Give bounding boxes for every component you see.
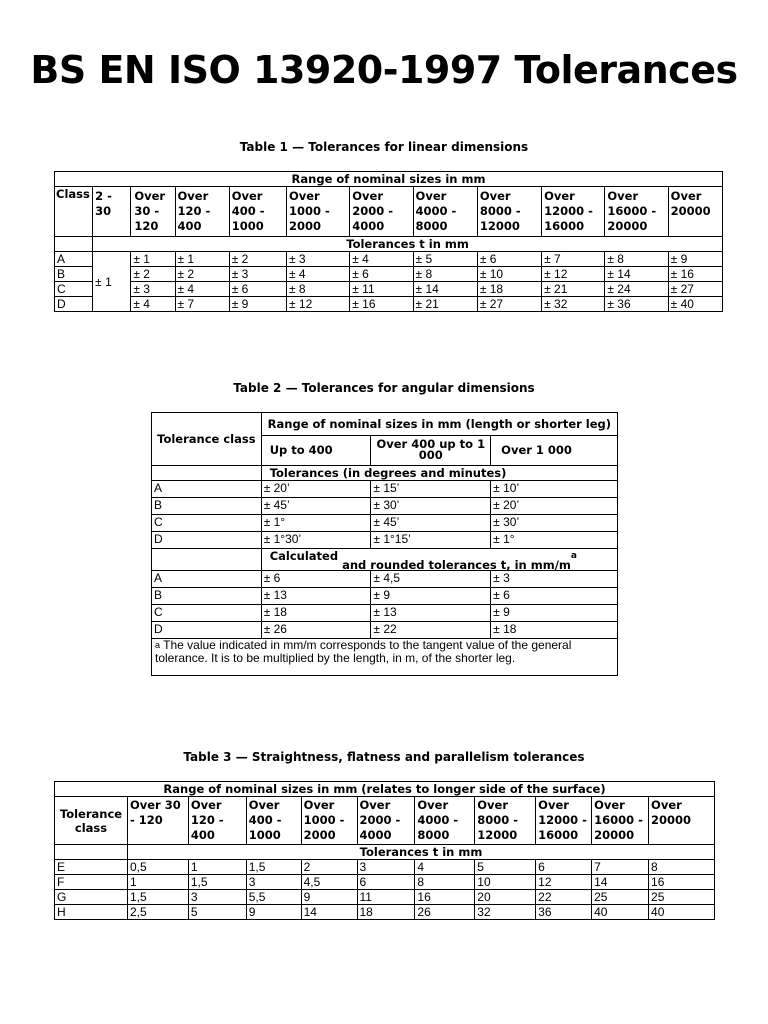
- table-cell: ± 40: [668, 297, 722, 312]
- table-cell: ± 4: [286, 267, 349, 282]
- table-row: [152, 622, 618, 639]
- table-cell: ± 6: [350, 267, 413, 282]
- table-row: [152, 571, 618, 588]
- table2-calc-header: [261, 549, 617, 571]
- table3-size-header: Over 400 - 1000: [246, 797, 301, 845]
- table-cell: ± 18: [491, 622, 618, 639]
- table-cell: 5,5: [246, 890, 301, 905]
- note-mark: a: [155, 640, 161, 650]
- table-row: [55, 297, 723, 312]
- table3-caption: Table 3 — Straightness, flatness and parallelism tolerances: [183, 750, 585, 764]
- table-cell: 2: [301, 860, 357, 875]
- row-class: B: [152, 588, 262, 605]
- table3-size-header: Over 4000 - 8000: [415, 797, 475, 845]
- table-cell: ± 3: [491, 571, 618, 588]
- table3-size-row: [55, 797, 715, 845]
- table-cell: 9: [301, 890, 357, 905]
- table-cell: 18: [357, 905, 415, 920]
- row-class: D: [152, 622, 262, 639]
- table-cell: ± 8: [286, 282, 349, 297]
- table-cell: ± 9: [371, 588, 491, 605]
- table1-size-header: Over 12000 - 16000: [542, 187, 605, 237]
- table-row: [152, 515, 618, 532]
- table-row: [152, 481, 618, 498]
- table-cell: ± 10: [477, 267, 541, 282]
- table-cell: 2,5: [127, 905, 188, 920]
- table-cell: 12: [536, 875, 592, 890]
- table-cell: ± 11: [350, 282, 413, 297]
- table-cell: ± 9: [491, 605, 618, 622]
- row-class: C: [152, 515, 262, 532]
- table1-size-header: Over 8000 - 12000: [477, 187, 541, 237]
- table1-size-header: Over 1000 - 2000: [286, 187, 349, 237]
- table-cell: ± 12: [286, 297, 349, 312]
- table3-straightness-tolerances: [54, 781, 715, 920]
- table-cell: ± 6: [261, 571, 371, 588]
- table-cell: ± 12: [542, 267, 605, 282]
- table2-col-1: Over 400 up to 1 000: [371, 435, 491, 465]
- table-cell: ± 5: [413, 252, 477, 267]
- table-cell: 25: [592, 890, 649, 905]
- table-cell: ± 18: [261, 605, 371, 622]
- table-cell: 3: [357, 860, 415, 875]
- row-class: A: [55, 252, 93, 267]
- table-cell: 32: [475, 905, 536, 920]
- row-class: D: [152, 532, 262, 549]
- row-class: B: [55, 267, 93, 282]
- table-cell: 36: [536, 905, 592, 920]
- row-class: H: [55, 905, 128, 920]
- table1-range-header: Range of nominal sizes in mm: [55, 172, 723, 187]
- table-cell: ± 4,5: [371, 571, 491, 588]
- table3-size-header: Over 8000 - 12000: [475, 797, 536, 845]
- table2-col-2: Over 1 000: [491, 435, 618, 465]
- table2-angular-tolerances: [151, 412, 618, 676]
- table-cell: ± 14: [413, 282, 477, 297]
- table3-range-header: Range of nominal sizes in mm (relates to longer side of the surface): [55, 782, 715, 797]
- table-row: [55, 252, 723, 267]
- table1-linear-tolerances: [54, 171, 723, 312]
- table-row: [152, 532, 618, 549]
- table-cell: ± 45’: [371, 515, 491, 532]
- table-cell: ± 3: [229, 267, 286, 282]
- table1-first-col-value: ± 1: [93, 252, 131, 312]
- table-cell: ± 1°: [261, 515, 371, 532]
- table-cell: ± 9: [668, 252, 722, 267]
- table-cell: ± 14: [605, 267, 668, 282]
- table-cell: 7: [592, 860, 649, 875]
- table3-size-header: Over 30 - 120: [127, 797, 188, 845]
- table-cell: ± 26: [261, 622, 371, 639]
- table-cell: ± 6: [477, 252, 541, 267]
- table-cell: 3: [188, 890, 246, 905]
- table-cell: 14: [592, 875, 649, 890]
- table-cell: 14: [301, 905, 357, 920]
- table-cell: ± 1: [175, 252, 229, 267]
- table1-size-header: Over 400 - 1000: [229, 187, 286, 237]
- table-cell: 8: [415, 875, 475, 890]
- table-cell: ± 9: [229, 297, 286, 312]
- table-cell: ± 6: [491, 588, 618, 605]
- table-cell: 5: [188, 905, 246, 920]
- table-cell: 4,5: [301, 875, 357, 890]
- table1-size-header: Over 2000 - 4000: [350, 187, 413, 237]
- calc-header-part2: and rounded tolerances t, in mm/m: [342, 557, 571, 572]
- table3-size-header: Over 1000 - 2000: [301, 797, 357, 845]
- table-cell: ± 3: [131, 282, 175, 297]
- table-cell: ± 45’: [261, 498, 371, 515]
- table-row: [152, 588, 618, 605]
- table-cell: ± 27: [477, 297, 541, 312]
- table1-size-header: Over 16000 - 20000: [605, 187, 668, 237]
- table-cell: ± 8: [413, 267, 477, 282]
- table-cell: ± 1°30’: [261, 532, 371, 549]
- table-cell: ± 1°15’: [371, 532, 491, 549]
- row-class: F: [55, 875, 128, 890]
- table-cell: 6: [536, 860, 592, 875]
- table-cell: 1: [188, 860, 246, 875]
- table3-size-header: Over 120 - 400: [188, 797, 246, 845]
- table3-tol-header: Tolerances t in mm: [127, 845, 714, 860]
- table-cell: ± 13: [371, 605, 491, 622]
- table2-caption: Table 2 — Tolerances for angular dimensions: [233, 381, 535, 395]
- page-title: BS EN ISO 13920-1997 Tolerances: [30, 48, 738, 92]
- table-cell: ± 1°: [491, 532, 618, 549]
- table-cell: ± 10’: [491, 481, 618, 498]
- table-cell: 40: [592, 905, 649, 920]
- table-cell: 5: [475, 860, 536, 875]
- table-cell: 0,5: [127, 860, 188, 875]
- table-cell: ± 16: [350, 297, 413, 312]
- table-cell: 4: [415, 860, 475, 875]
- table3-size-header: Over 12000 - 16000: [536, 797, 592, 845]
- table-cell: ± 4: [131, 297, 175, 312]
- row-class: D: [55, 297, 93, 312]
- table3-size-header: Over 2000 - 4000: [357, 797, 415, 845]
- table-cell: 26: [415, 905, 475, 920]
- row-class: G: [55, 890, 128, 905]
- table-row: [55, 890, 715, 905]
- table1-caption: Table 1 — Tolerances for linear dimensions: [239, 140, 529, 154]
- table-cell: 9: [246, 905, 301, 920]
- row-class: A: [152, 571, 262, 588]
- table-cell: ± 13: [261, 588, 371, 605]
- table-cell: ± 30’: [491, 515, 618, 532]
- table1-size-header: Over 30 - 120: [131, 187, 175, 237]
- table-cell: ± 20’: [261, 481, 371, 498]
- table1-size-header: Over 4000 - 8000: [413, 187, 477, 237]
- table-row: [55, 267, 723, 282]
- table-cell: ± 2: [175, 267, 229, 282]
- note-text: The value indicated in mm/m corresponds to the tangent value of the general tolerance. It is to be multiplied by the length, in m, of the shorter leg.: [155, 638, 572, 665]
- table2-note: [152, 639, 618, 676]
- table-cell: ± 16: [668, 267, 722, 282]
- table-cell: ± 21: [413, 297, 477, 312]
- table-row: [55, 860, 715, 875]
- row-class: A: [152, 481, 262, 498]
- row-class: E: [55, 860, 128, 875]
- table-row: [152, 605, 618, 622]
- table-cell: 8: [649, 860, 715, 875]
- table3-size-header: Over 16000 - 20000: [592, 797, 649, 845]
- table3-class-header: Tolerance class: [55, 797, 128, 845]
- table-cell: 22: [536, 890, 592, 905]
- table-cell: ± 2: [229, 252, 286, 267]
- table-cell: ± 7: [542, 252, 605, 267]
- table-cell: ± 15’: [371, 481, 491, 498]
- table2-deg-header: Tolerances (in degrees and minutes): [261, 466, 617, 481]
- table1-tol-header: Tolerances t in mm: [93, 237, 723, 252]
- table2-class-header: Tolerance class: [152, 413, 262, 466]
- table2-col-0: Up to 400: [261, 435, 371, 465]
- table-cell: 25: [649, 890, 715, 905]
- table-cell: ± 27: [668, 282, 722, 297]
- calc-header-part1: Calculated: [269, 549, 339, 563]
- calc-sup: a: [570, 551, 577, 561]
- table-cell: ± 18: [477, 282, 541, 297]
- table-cell: ± 24: [605, 282, 668, 297]
- table-cell: ± 1: [131, 252, 175, 267]
- table1-size-row: [55, 187, 723, 237]
- table-cell: ± 6: [229, 282, 286, 297]
- row-class: C: [55, 282, 93, 297]
- table-cell: 1,5: [127, 890, 188, 905]
- table1-size-header: Over 120 - 400: [175, 187, 229, 237]
- table-cell: 11: [357, 890, 415, 905]
- table-cell: ± 2: [131, 267, 175, 282]
- table-cell: ± 4: [350, 252, 413, 267]
- table-cell: 3: [246, 875, 301, 890]
- table-cell: ± 30’: [371, 498, 491, 515]
- table-cell: ± 7: [175, 297, 229, 312]
- table-cell: ± 21: [542, 282, 605, 297]
- table-row: [55, 282, 723, 297]
- table-cell: ± 36: [605, 297, 668, 312]
- table-cell: ± 8: [605, 252, 668, 267]
- table-row: [55, 875, 715, 890]
- table-cell: ± 20’: [491, 498, 618, 515]
- table-cell: 16: [415, 890, 475, 905]
- table-cell: ± 4: [175, 282, 229, 297]
- table-row: [152, 498, 618, 515]
- table1-size-header: 2 - 30: [93, 187, 131, 237]
- row-class: C: [152, 605, 262, 622]
- table-cell: 40: [649, 905, 715, 920]
- table1-class-label: Class: [55, 187, 93, 237]
- table-cell: 16: [649, 875, 715, 890]
- table3-size-header: Over 20000: [649, 797, 715, 845]
- table-cell: 6: [357, 875, 415, 890]
- table-cell: ± 32: [542, 297, 605, 312]
- table-cell: 1: [127, 875, 188, 890]
- table-cell: 1,5: [246, 860, 301, 875]
- table-cell: 10: [475, 875, 536, 890]
- table-cell: 20: [475, 890, 536, 905]
- table-cell: ± 3: [286, 252, 349, 267]
- table2-range-header: Range of nominal sizes in mm (length or shorter leg): [261, 413, 617, 436]
- table-cell: ± 22: [371, 622, 491, 639]
- row-class: B: [152, 498, 262, 515]
- table1-size-header: Over 20000: [668, 187, 722, 237]
- table-cell: 1,5: [188, 875, 246, 890]
- table-row: [55, 905, 715, 920]
